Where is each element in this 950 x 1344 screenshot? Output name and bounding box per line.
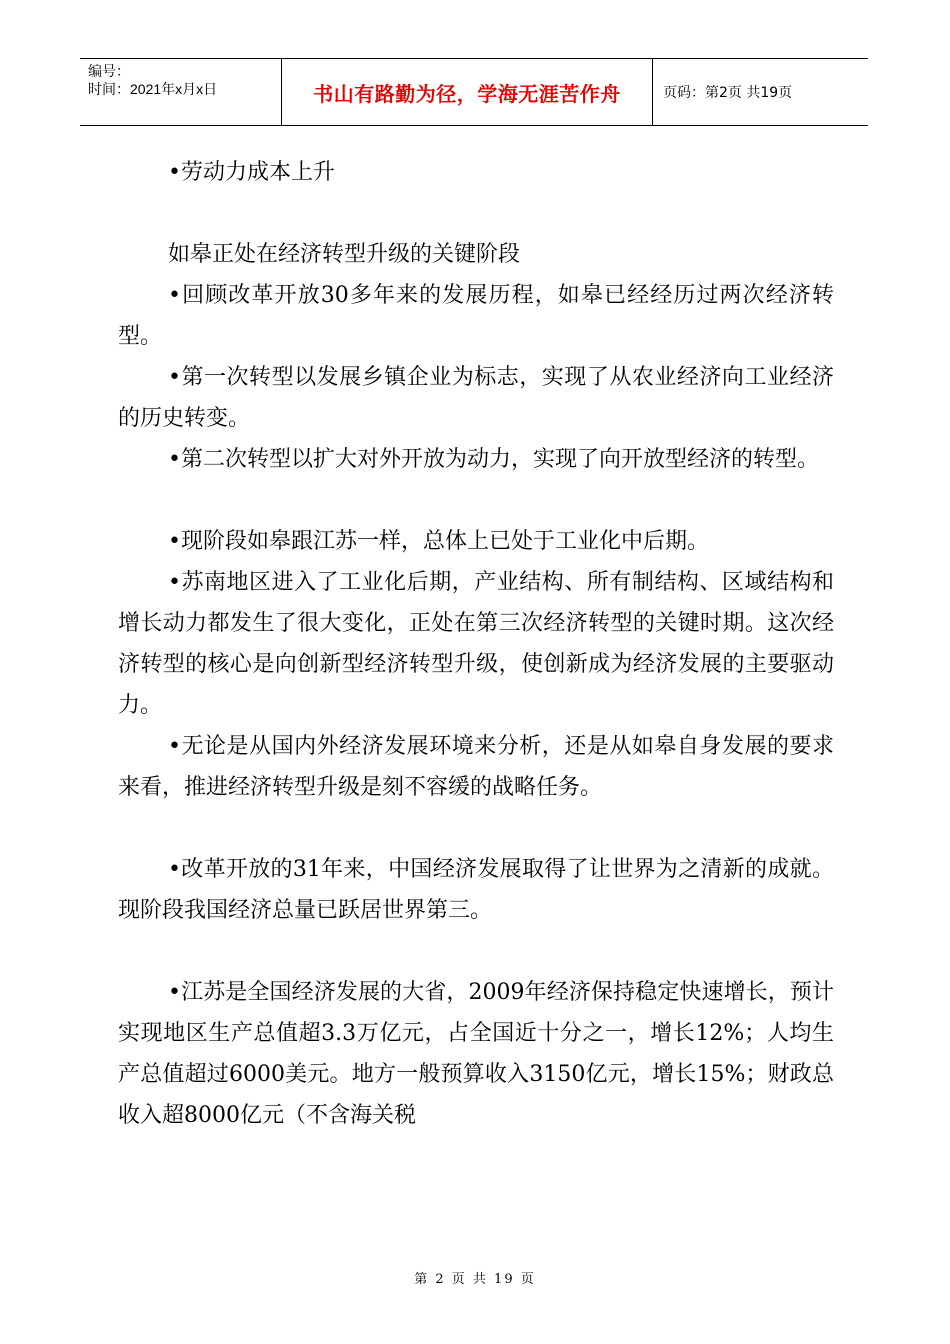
paragraph-gap <box>118 193 834 234</box>
paragraph: •回顾改革开放30多年来的发展历程，如皋已经经历过两次经济转型。 <box>118 283 834 349</box>
header-motto: 书山有路勤为径，学海无涯苦作舟 <box>282 59 653 125</box>
page-header <box>80 58 868 126</box>
paragraph: •江苏是全国经济发展的大省，2009年经济保持稳定快速增长，预计实现地区生产总值超3.3万亿元，占全国近十分之一，增长12%；人均生产总值超过6000美元。地方一般预算收入3150亿元，增长15%；财政总收入超8000亿元（不含海关税 <box>118 980 834 1128</box>
paragraph: •改革开放的31年来，中国经济发展取得了让世界为之清新的成就。现阶段我国经济总量已跃居世界第三。 <box>118 857 834 923</box>
time-label: 时间：2021年x月x日 <box>88 81 218 97</box>
paragraph: •无论是从国内外经济发展环境来分析，还是从如皋自身发展的要求来看，推进经济转型升级是刻不容缓的战略任务。 <box>118 734 834 800</box>
paragraph: •第二次转型以扩大对外开放为动力，实现了向开放型经济的转型。 <box>168 447 819 472</box>
serial-label: 编号： <box>88 63 130 79</box>
paragraph-gap <box>118 480 834 521</box>
paragraph-gap <box>118 931 834 972</box>
section-heading: 如皋正处在经济转型升级的关键阶段 <box>168 242 521 267</box>
paragraph: •现阶段如皋跟江苏一样，总体上已处于工业化中后期。 <box>168 529 709 554</box>
header-meta <box>80 59 282 125</box>
header-page-info: 页码：第2页 共19页 <box>663 85 793 101</box>
paragraph-gap <box>118 808 834 849</box>
paragraph: •劳动力成本上升 <box>168 160 335 185</box>
paragraph: •第一次转型以发展乡镇企业为标志，实现了从农业经济向工业经济的历史转变。 <box>118 365 834 431</box>
paragraph: •苏南地区进入了工业化后期，产业结构、所有制结构、区域结构和增长动力都发生了很大变化，正处在第三次经济转型的关键时期。这次经济转型的核心是向创新型经济转型升级，使创新成为经济发展的主要驱动力。 <box>118 570 834 718</box>
page-footer: 第 2 页 共 19 页 <box>414 1272 536 1287</box>
document-body <box>118 152 834 1136</box>
